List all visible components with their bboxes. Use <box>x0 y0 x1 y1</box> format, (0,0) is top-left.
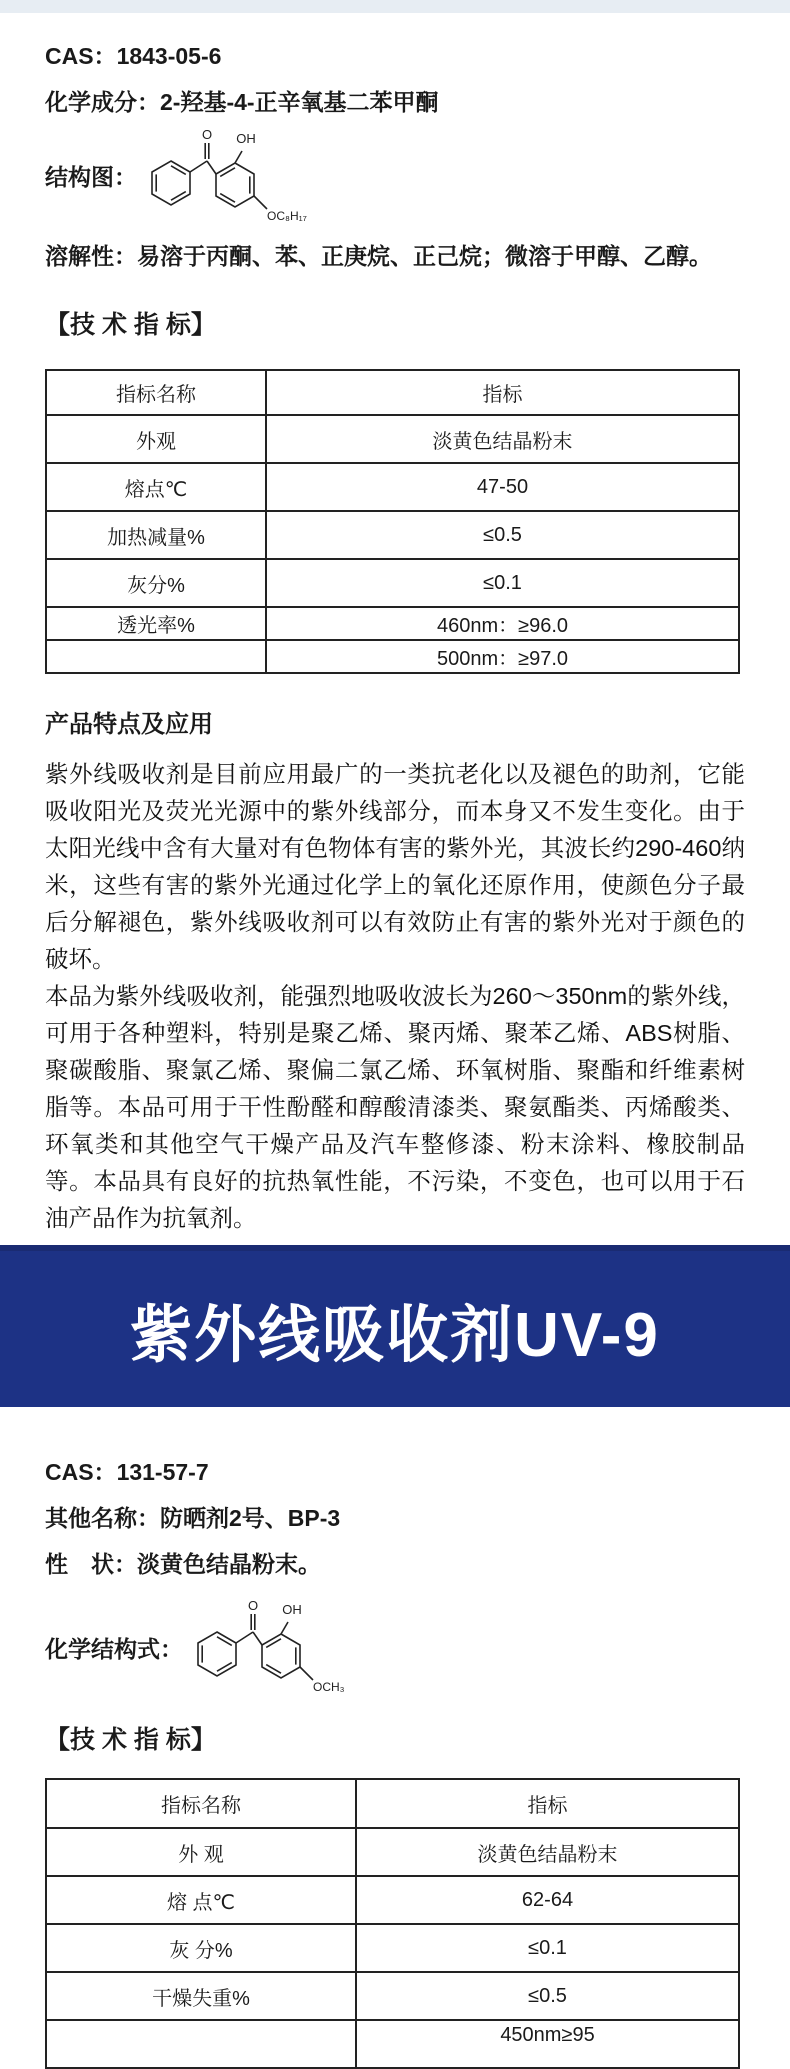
table-cell: 熔点℃ <box>46 463 266 511</box>
structure-o-label: O <box>201 127 213 142</box>
cas-value: 1843-05-6 <box>116 43 222 69</box>
table-cell: 460nm：≥96.0 <box>266 607 739 640</box>
table-cell: 62-64 <box>356 1876 739 1924</box>
table-row <box>46 415 739 463</box>
chemical-structure-diagram <box>143 127 333 227</box>
table-cell: 外观 <box>46 415 266 463</box>
section-uv9 <box>0 1457 790 2069</box>
solubility-value: 易溶于丙酮、苯、正庚烷、正己烷；微溶于甲醇、乙醇。 <box>137 243 712 269</box>
cas-line <box>45 41 745 71</box>
table-cell: 淡黄色结晶粉末 <box>356 1828 739 1876</box>
structure-substituent-label: OC₈H₁₇ <box>267 209 307 223</box>
table-cell: 灰 分% <box>46 1924 356 1972</box>
table-cell: 干燥失重% <box>46 1972 356 2020</box>
properties-line <box>45 1549 745 1579</box>
table-cell: 熔 点℃ <box>46 1876 356 1924</box>
tech-spec-heading: 【技 术 指 标】 <box>45 311 216 339</box>
table-cell: 外 观 <box>46 1828 356 1876</box>
solubility-label: 溶解性： <box>45 243 137 269</box>
table-row <box>46 2020 739 2068</box>
other-names-line <box>45 1503 745 1533</box>
table-cell: 灰分% <box>46 559 266 607</box>
product-banner <box>0 1245 790 1407</box>
table-row <box>46 607 739 640</box>
composition-label: 化学成分： <box>45 89 160 115</box>
cas-label: CAS： <box>45 1459 117 1485</box>
table-cell: ≤0.1 <box>266 559 739 607</box>
structure-substituent-label: OCH₃ <box>313 1680 345 1694</box>
table-row <box>46 1876 739 1924</box>
features-paragraph: 紫外线吸收剂是目前应用最广的一类抗老化以及褪色的助剂，它能吸收阳光及荧光光源中的紫外线部分，而本身又不发生变化。由于太阳光线中含有大量对有色物体有害的紫外光，其波长约290-460纳米，这些有害的紫外光通过化学上的氧化还原作用，使颜色分子最后分解褪色，紫外线吸收剂可以有效防止有害的紫外光对于颜色的破坏。 <box>45 761 745 972</box>
column-header: 指标 <box>356 1779 739 1828</box>
table-cell: 450nm≥95 <box>356 2020 739 2068</box>
table-cell: 47-50 <box>266 463 739 511</box>
properties-label: 性 状： <box>45 1551 137 1577</box>
tech-spec-table <box>45 369 740 674</box>
table-cell: 500nm：≥97.0 <box>266 640 739 673</box>
section-uv531 <box>0 41 790 1237</box>
other-names-label: 其他名称： <box>45 1505 160 1531</box>
column-header: 指标 <box>266 370 739 415</box>
table-row <box>46 1972 739 2020</box>
structure-row <box>45 127 745 227</box>
chemical-structure-diagram <box>189 1601 379 1696</box>
page-top-band <box>0 0 790 13</box>
product-banner-title: 紫外线吸收剂UV-9 <box>130 1300 660 1370</box>
table-cell: 加热减量% <box>46 511 266 559</box>
table-row <box>46 559 739 607</box>
table-row <box>46 463 739 511</box>
structure-row <box>45 1601 745 1696</box>
tech-spec-table <box>45 1778 740 2069</box>
table-row <box>46 1828 739 1876</box>
cas-line <box>45 1457 745 1487</box>
properties-value: 淡黄色结晶粉末。 <box>137 1551 321 1577</box>
table-cell: ≤0.5 <box>266 511 739 559</box>
composition-value: 2-羟基-4-正辛氧基二苯甲酮 <box>160 89 439 115</box>
structure-o-label: O <box>247 1601 259 1613</box>
table-cell: 淡黄色结晶粉末 <box>266 415 739 463</box>
structure-oh-label: OH <box>236 131 256 146</box>
table-row <box>46 1924 739 1972</box>
table-row <box>46 640 739 673</box>
table-cell <box>46 2020 356 2068</box>
application-paragraph: 本品为紫外线吸收剂，能强烈地吸收波长为260～350nm的紫外线，可用于各种塑料，特别是聚乙烯、聚丙烯、聚苯乙烯、ABS树脂、聚碳酸脂、聚氯乙烯、聚偏二氯乙烯、环氧树脂、聚酯和纤维素树脂等。本品可用于干性酚醛和醇酸清漆类、聚氨酯类、丙烯酸类、环氧类和其他空气干燥产品及汽车整修漆、粉末涂料、橡胶制品等。本品具有良好的抗热氧性能，不污染，不变色，也可以用于石油产品作为抗氧剂。 <box>45 983 745 1231</box>
composition-line <box>45 87 745 117</box>
cas-label: CAS： <box>45 43 117 69</box>
column-header: 指标名称 <box>46 370 266 415</box>
table-cell: 透光率% <box>46 607 266 640</box>
other-names-value: 防晒剂2号、BP-3 <box>160 1505 341 1531</box>
table-cell: ≤0.1 <box>356 1924 739 1972</box>
table-header-row <box>46 1779 739 1828</box>
features-heading: 产品特点及应用 <box>45 711 213 738</box>
solubility-line <box>45 241 745 271</box>
table-cell: ≤0.5 <box>356 1972 739 2020</box>
tech-spec-heading: 【技 术 指 标】 <box>45 1726 216 1754</box>
structure-oh-label: OH <box>282 1602 302 1617</box>
structure-label: 化学结构式： <box>45 1635 183 1662</box>
column-header: 指标名称 <box>46 1779 356 1828</box>
table-cell <box>46 640 266 673</box>
structure-label: 结构图： <box>45 164 137 190</box>
cas-value: 131-57-7 <box>116 1459 209 1485</box>
table-row <box>46 511 739 559</box>
table-header-row <box>46 370 739 415</box>
